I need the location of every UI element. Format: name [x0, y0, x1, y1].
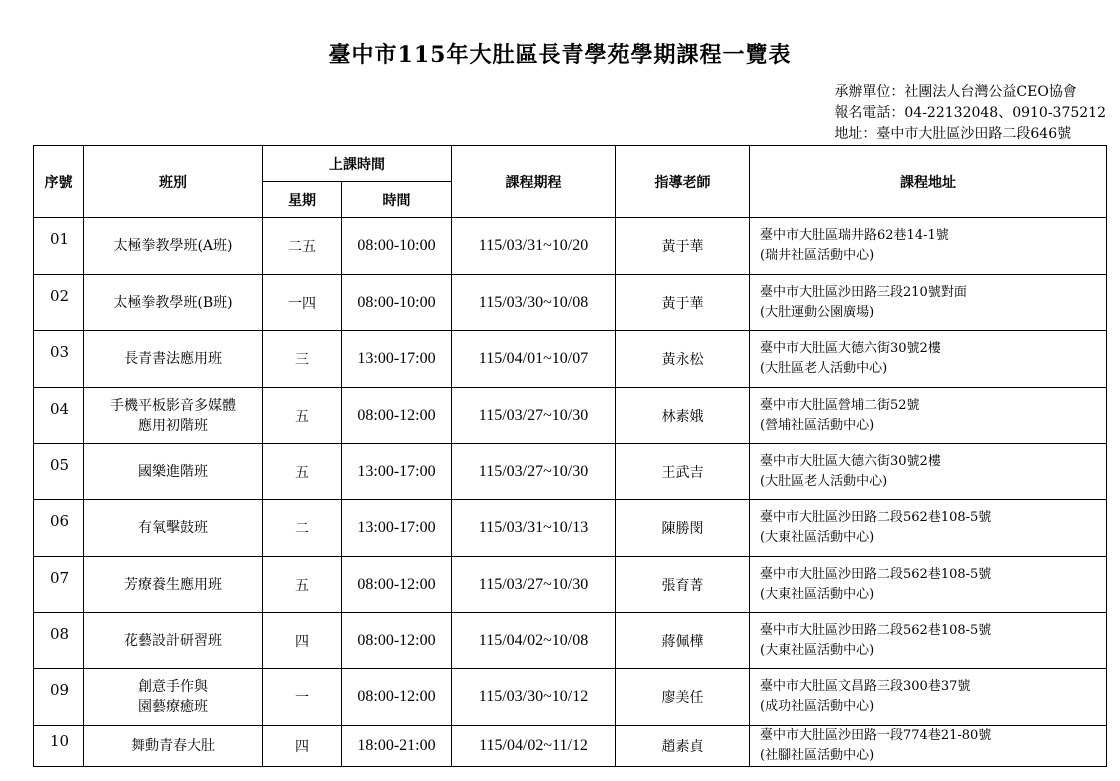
row-time: 08:00-12:00	[342, 669, 452, 726]
row-location	[750, 275, 1107, 331]
row-time: 13:00-17:00	[342, 500, 452, 557]
row-weekday: 三	[263, 331, 342, 388]
header-class: 班別	[84, 146, 263, 218]
row-period: 115/03/27~10/30	[452, 388, 616, 444]
row-class	[84, 218, 263, 275]
location-venue: (大東社區活動中心)	[760, 642, 875, 658]
row-weekday: 二五	[263, 218, 342, 275]
location-venue: (瑞井社區活動中心)	[760, 248, 875, 263]
header-weekday: 星期	[263, 182, 342, 218]
row-location	[750, 331, 1107, 388]
row-seq: 09	[34, 669, 84, 726]
header-seq: 序號	[34, 146, 84, 218]
table-row	[34, 331, 1107, 388]
row-period: 115/04/02~10/08	[452, 613, 616, 669]
row-time: 08:00-12:00	[342, 388, 452, 444]
row-location	[750, 557, 1107, 613]
row-location	[750, 500, 1107, 557]
row-location	[750, 388, 1107, 444]
row-time: 18:00-21:00	[342, 726, 452, 767]
row-seq: 03	[34, 331, 84, 388]
header-time: 時間	[342, 182, 452, 218]
row-seq: 05	[34, 444, 84, 500]
row-time: 08:00-10:00	[342, 218, 452, 275]
class-name-line: 太極拳教學班(A班)	[113, 238, 233, 254]
row-weekday: 五	[263, 388, 342, 444]
row-teacher: 趙素貞	[616, 726, 750, 767]
row-period: 115/03/27~10/30	[452, 444, 616, 500]
row-seq: 08	[34, 613, 84, 669]
row-location	[750, 669, 1107, 726]
row-weekday: 一四	[263, 275, 342, 331]
table-row	[34, 726, 1107, 767]
row-teacher: 林素娥	[616, 388, 750, 444]
class-name-line: 花藝設計研習班	[124, 632, 222, 649]
row-seq: 07	[34, 557, 84, 613]
row-location	[750, 218, 1107, 275]
row-weekday: 二	[263, 500, 342, 557]
address-line: 地址：臺中市大肚區沙田路二段646號	[834, 126, 1072, 142]
location-venue: (社腳社區活動中心)	[760, 748, 875, 763]
header-teacher: 指導老師	[616, 146, 750, 218]
row-location	[750, 613, 1107, 669]
location-address: 臺中市大肚區文昌路三段300巷37號	[760, 679, 971, 694]
row-seq: 06	[34, 500, 84, 557]
row-time: 13:00-17:00	[342, 331, 452, 388]
row-period: 115/04/02~11/12	[452, 726, 616, 767]
class-name-line: 長青書法應用班	[124, 351, 222, 367]
row-class	[84, 500, 263, 557]
class-name-line: 有氧擊鼓班	[138, 520, 208, 536]
location-address: 臺中市大肚區大德六街30號2樓	[760, 453, 941, 469]
row-weekday: 五	[263, 444, 342, 500]
row-time: 08:00-12:00	[342, 613, 452, 669]
row-period: 115/03/31~10/13	[452, 500, 616, 557]
location-address: 臺中市大肚區大德六街30號2樓	[760, 341, 941, 356]
class-name-line: 太極拳教學班(B班)	[113, 294, 233, 311]
row-teacher: 王武吉	[616, 444, 750, 500]
row-class	[84, 726, 263, 767]
row-teacher: 廖美任	[616, 669, 750, 726]
row-period: 115/03/30~10/12	[452, 669, 616, 726]
table-row	[34, 275, 1107, 331]
course-table	[33, 145, 1107, 767]
row-class	[84, 275, 263, 331]
class-name-line: 芳療養生應用班	[124, 576, 222, 593]
phone-line: 報名電話：04-22132048、0910-375212	[834, 105, 1106, 121]
row-class	[84, 669, 263, 726]
header-schedule: 上課時間	[263, 146, 452, 182]
class-name-line: 應用初階班	[138, 417, 208, 434]
table-header	[34, 146, 1107, 218]
organizer-line: 承辦單位：社團法人台灣公益CEO協會	[834, 84, 1077, 100]
class-name-line: 國樂進階班	[138, 463, 208, 480]
table-row	[34, 500, 1107, 557]
row-teacher: 張育菁	[616, 557, 750, 613]
row-seq: 02	[34, 275, 84, 331]
table-body	[34, 218, 1107, 767]
location-address: 臺中市大肚區瑞井路62巷14-1號	[760, 228, 949, 243]
row-class	[84, 444, 263, 500]
row-teacher: 蔣佩樺	[616, 613, 750, 669]
table-row	[34, 388, 1107, 444]
row-teacher: 陳勝閔	[616, 500, 750, 557]
table-row	[34, 613, 1107, 669]
location-address: 臺中市大肚區沙田路三段210號對面	[760, 284, 967, 300]
row-location	[750, 444, 1107, 500]
row-class	[84, 557, 263, 613]
class-name-line: 舞動青春大肚	[131, 738, 215, 754]
row-location	[750, 726, 1107, 767]
row-class	[84, 331, 263, 388]
location-address: 臺中市大肚區沙田路二段562巷108-5號	[760, 566, 992, 582]
row-class	[84, 388, 263, 444]
table-row	[34, 669, 1107, 726]
location-venue: (成功社區活動中心)	[760, 699, 875, 714]
row-time: 08:00-12:00	[342, 557, 452, 613]
table-row	[34, 218, 1107, 275]
location-venue: (大肚區老人活動中心)	[760, 361, 888, 376]
class-name-line: 園藝療癒班	[138, 699, 208, 715]
location-address: 臺中市大肚區營埔二街52號	[760, 397, 920, 413]
page-title: 臺中市115年大肚區長青學苑學期課程一覽表	[328, 42, 792, 68]
class-name-line: 創意手作與	[138, 679, 208, 695]
row-period: 115/04/01~10/07	[452, 331, 616, 388]
row-weekday: 一	[263, 669, 342, 726]
location-address: 臺中市大肚區沙田路二段562巷108-5號	[760, 622, 992, 638]
row-teacher: 黃永松	[616, 331, 750, 388]
row-time: 08:00-10:00	[342, 275, 452, 331]
location-venue: (大肚運動公園廣場)	[760, 304, 875, 320]
location-venue: (大東社區活動中心)	[760, 530, 875, 545]
row-period: 115/03/31~10/20	[452, 218, 616, 275]
row-teacher: 黃于華	[616, 275, 750, 331]
location-venue: (大肚區老人活動中心)	[760, 473, 888, 489]
row-period: 115/03/27~10/30	[452, 557, 616, 613]
table-row	[34, 444, 1107, 500]
row-seq: 10	[34, 726, 84, 767]
location-address: 臺中市大肚區沙田路二段562巷108-5號	[760, 510, 992, 525]
table-row	[34, 557, 1107, 613]
header-location: 課程地址	[750, 146, 1107, 218]
location-venue: (大東社區活動中心)	[760, 586, 875, 602]
row-weekday: 四	[263, 726, 342, 767]
header-period: 課程期程	[452, 146, 616, 218]
row-weekday: 五	[263, 557, 342, 613]
location-address: 臺中市大肚區沙田路一段774巷21-80號	[760, 728, 992, 743]
row-teacher: 黃于華	[616, 218, 750, 275]
organizer-info	[834, 82, 1106, 145]
location-venue: (營埔社區活動中心)	[760, 417, 875, 433]
row-weekday: 四	[263, 613, 342, 669]
row-time: 13:00-17:00	[342, 444, 452, 500]
row-period: 115/03/30~10/08	[452, 275, 616, 331]
row-seq: 04	[34, 388, 84, 444]
row-seq: 01	[34, 218, 84, 275]
class-name-line: 手機平板影音多媒體	[110, 397, 236, 414]
row-class	[84, 613, 263, 669]
